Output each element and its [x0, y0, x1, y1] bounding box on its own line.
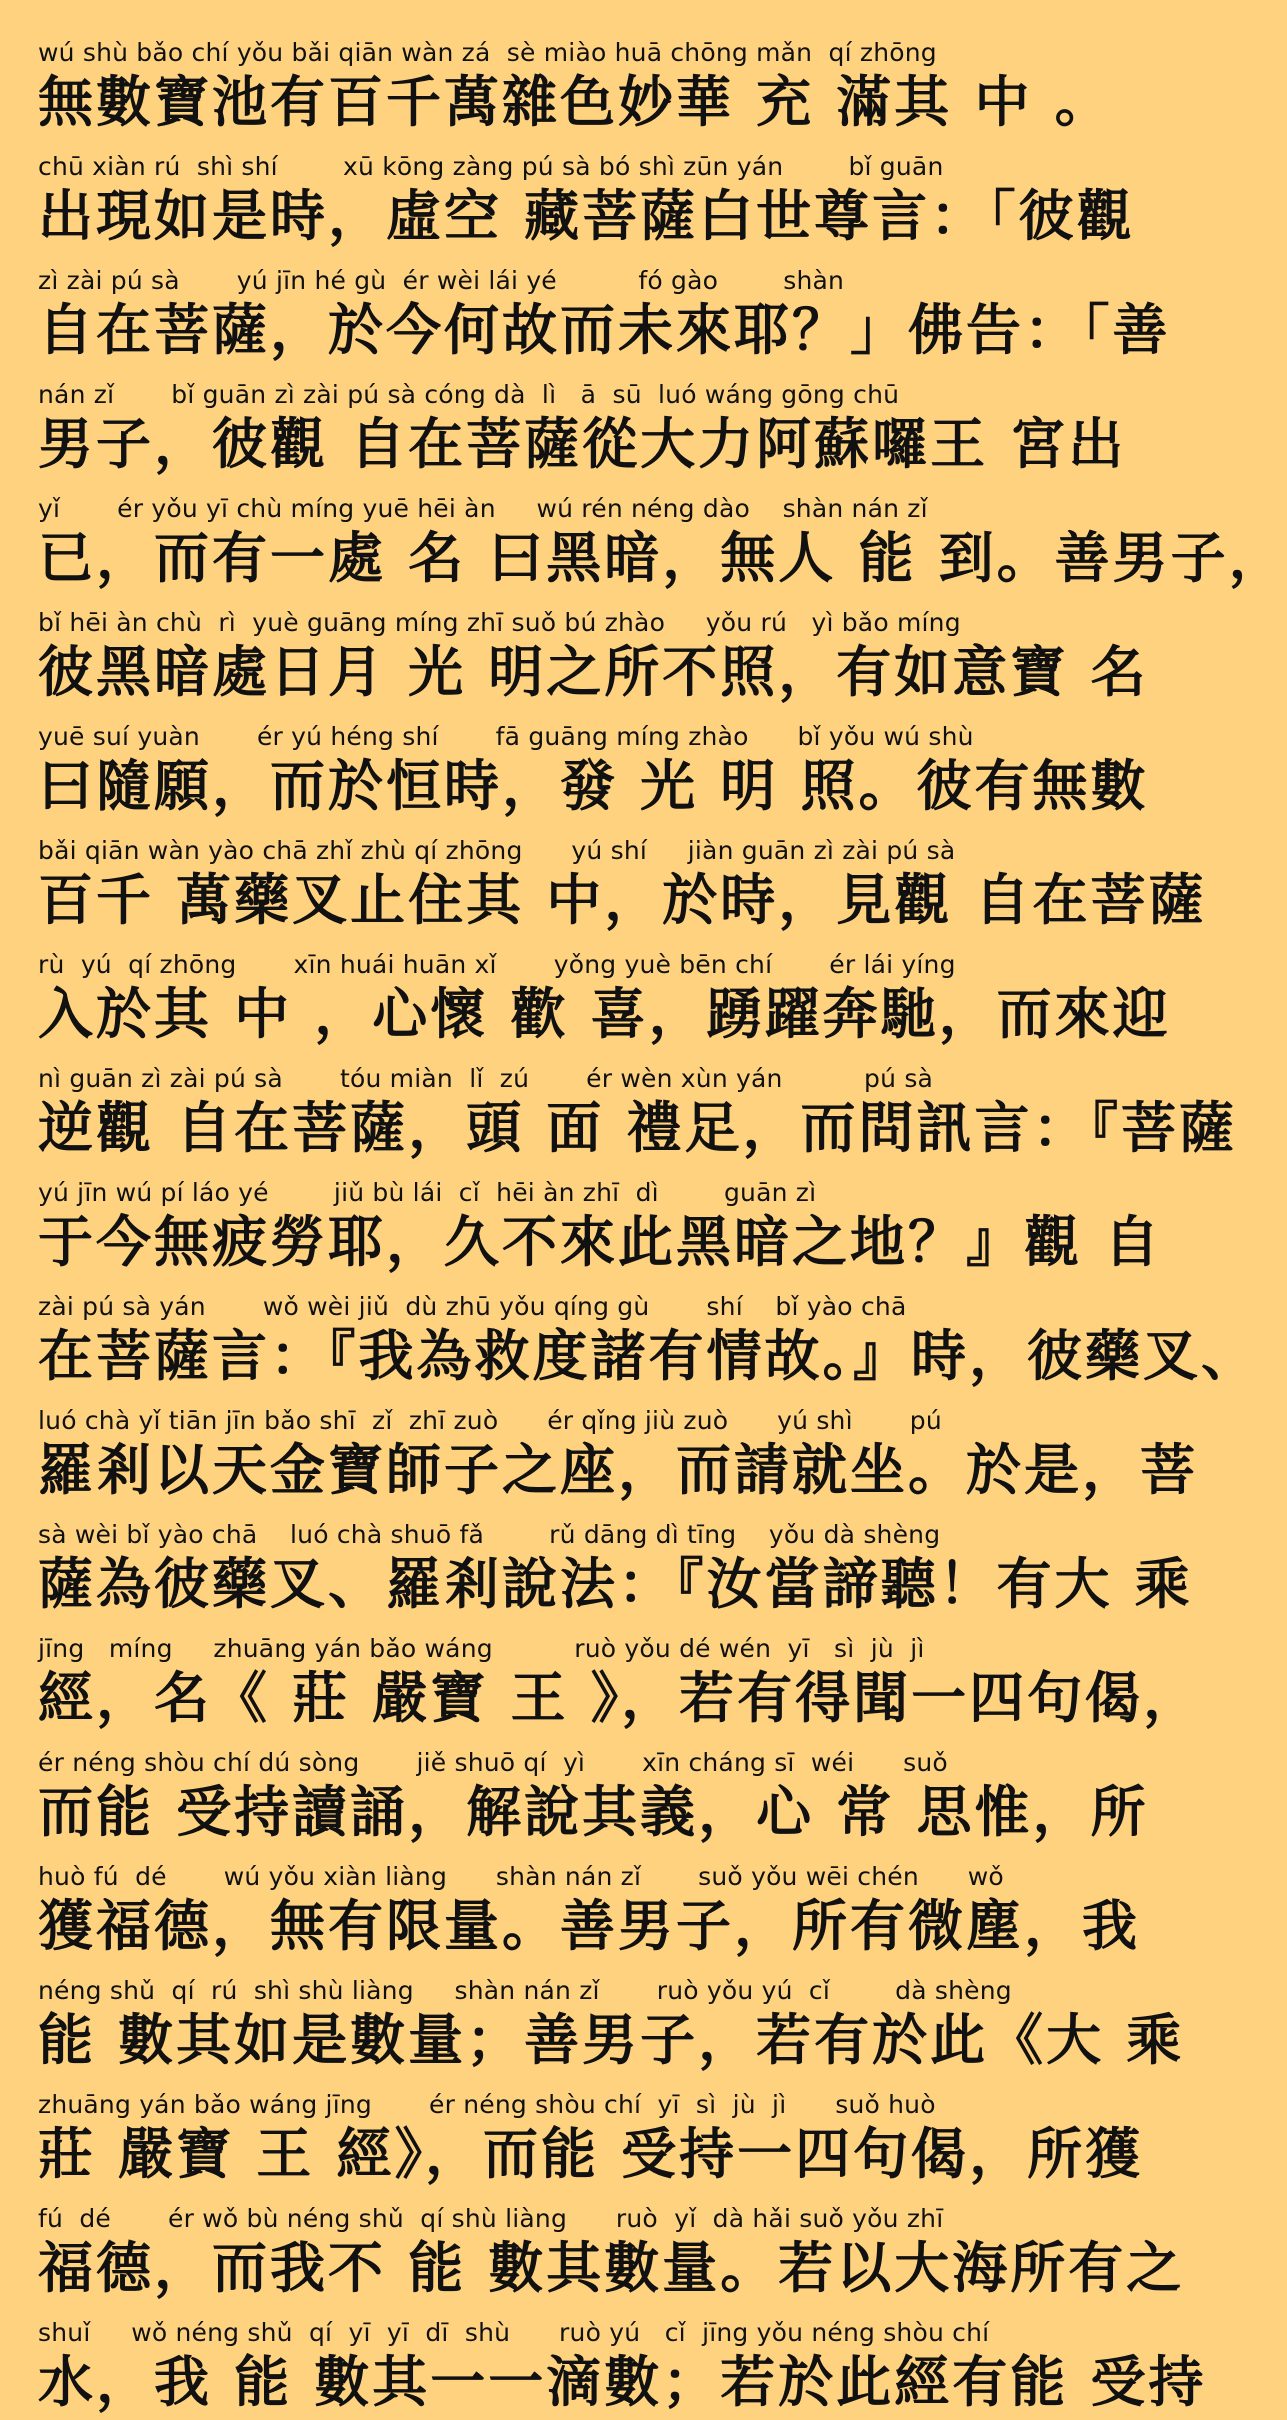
pinyin-line: ér néng shòu chí dú sòng jiě shuō qí yì xīn cháng sī wéi suǒ — [38, 1748, 948, 1777]
pinyin-line: zhuāng yán bǎo wáng jīng ér néng shòu chí yī sì jù jì suǒ huò — [38, 2090, 936, 2119]
text-line — [38, 720, 1149, 824]
pinyin-line: jīng míng zhuāng yán bǎo wáng ruò yǒu dé wén yī sì jù jì — [38, 1634, 925, 1663]
hanzi-line: 自在菩薩，於今何故而未來耶？」佛告：「善 — [38, 298, 1171, 362]
pinyin-line: chū xiàn rú shì shí xū kōng zàng pú sà bó shì zūn yán bǐ guān — [38, 152, 944, 181]
text-line — [38, 606, 1149, 710]
hanzi-line: 于今無疲勞耶，久不來此黑暗之地？』觀 自 — [38, 1210, 1163, 1274]
text-line — [38, 834, 1207, 938]
pinyin-line: bǐ hēi àn chù rì yuè guāng míng zhī suǒ bú zhào yǒu rú yì bǎo míng — [38, 608, 961, 637]
hanzi-line: 男子，彼觀 自在菩薩從大力阿蘇囉王 宮出 — [38, 412, 1127, 476]
pinyin-line: bǎi qiān wàn yào chā zhǐ zhù qí zhōng yú shí jiàn guān zì zài pú sà — [38, 836, 956, 865]
text-line — [38, 378, 1127, 482]
hanzi-line: 在菩薩言：『我為救度諸有情故。』時，彼藥叉、 — [38, 1324, 1260, 1388]
pinyin-line: luó chà yǐ tiān jīn bǎo shī zǐ zhī zuò ér qǐng jiù zuò yú shì pú — [38, 1406, 942, 1435]
text-line — [38, 1632, 1202, 1736]
hanzi-line: 莊 嚴寶 王 經》，而能 受持一四句偈，所獲 — [38, 2122, 1144, 2186]
hanzi-line: 能 數其如是數量；善男子，若有於此《大 乘 — [38, 2008, 1185, 2072]
pinyin-line: rù yú qí zhōng xīn huái huān xǐ yǒng yuè bēn chí ér lái yíng — [38, 950, 956, 979]
pinyin-line: zì zài pú sà yú jīn hé gù ér wèi lái yé fó gào shàn — [38, 266, 845, 295]
text-line — [38, 150, 1135, 254]
text-line — [38, 2202, 1185, 2306]
hanzi-line: 曰隨願，而於恒時，發 光 明 照。彼有無數 — [38, 754, 1149, 818]
hanzi-line: 而能 受持讀誦，解說其義，心 常 思惟，所 — [38, 1780, 1149, 1844]
hanzi-line: 出現如是時，虛空 藏菩薩白世尊言：「彼觀 — [38, 184, 1135, 248]
pinyin-line: wú shù bǎo chí yǒu bǎi qiān wàn zá sè miào huā chōng mǎn qí zhōng — [38, 38, 937, 67]
pinyin-line: nì guān zì zài pú sà tóu miàn lǐ zú ér wèn xùn yán pú sà — [38, 1064, 934, 1093]
pinyin-line: zài pú sà yán wǒ wèi jiǔ dù zhū yǒu qíng gù shí bǐ yào chā — [38, 1292, 907, 1321]
text-line — [38, 2316, 1207, 2420]
text-line — [38, 36, 1113, 140]
hanzi-line: 入於其 中 ，心懷 歡 喜，踴躍奔馳，而來迎 — [38, 982, 1171, 1046]
text-line — [38, 1176, 1163, 1280]
text-line — [38, 1518, 1193, 1622]
text-line — [38, 1974, 1185, 2078]
hanzi-line: 水，我 能 數其一一滴數；若於此經有能 受持 — [38, 2350, 1207, 2414]
text-line — [38, 1290, 1260, 1394]
pinyin-line: yú jīn wú pí láo yé jiǔ bù lái cǐ hēi àn zhī dì guān zì — [38, 1178, 817, 1207]
hanzi-line: 經，名《 莊 嚴寶 王 》，若有得聞一四句偈， — [38, 1666, 1202, 1730]
text-line — [38, 948, 1171, 1052]
text-line — [38, 1746, 1149, 1850]
pinyin-line: shuǐ wǒ néng shǔ qí yī yī dī shù ruò yú cǐ jīng yǒu néng shòu chí — [38, 2318, 990, 2347]
pinyin-line: fú dé ér wǒ bù néng shǔ qí shù liàng ruò yǐ dà hǎi suǒ yǒu zhī — [38, 2204, 944, 2233]
hanzi-line: 無數寶池有百千萬雜色妙華 充 滿其 中 。 — [38, 70, 1113, 134]
text-line — [38, 1062, 1237, 1166]
pinyin-line: yǐ ér yǒu yī chù míng yuē hēi àn wú rén néng dào shàn nán zǐ — [38, 494, 928, 523]
text-line — [38, 1404, 1199, 1508]
hanzi-line: 逆觀 自在菩薩，頭 面 禮足，而問訊言：『菩薩 — [38, 1096, 1237, 1160]
text-line — [38, 2088, 1144, 2192]
hanzi-line: 薩為彼藥叉、羅剎說法：『汝當諦聽！有大 乘 — [38, 1552, 1193, 1616]
pinyin-line: huò fú dé wú yǒu xiàn liàng shàn nán zǐ suǒ yǒu wēi chén wǒ — [38, 1862, 1004, 1891]
hanzi-line: 福德，而我不 能 數其數量。若以大海所有之 — [38, 2236, 1185, 2300]
pinyin-line: nán zǐ bǐ guān zì zài pú sà cóng dà lì ā sū luó wáng gōng chū — [38, 380, 900, 409]
hanzi-line: 獲福德，無有限量。善男子，所有微塵，我 — [38, 1894, 1141, 1958]
hanzi-line: 羅剎以天金寶師子之座，而請就坐。於是，菩 — [38, 1438, 1199, 1502]
hanzi-line: 百千 萬藥叉止住其 中，於時，見觀 自在菩薩 — [38, 868, 1207, 932]
pinyin-line: néng shǔ qí rú shì shù liàng shàn nán zǐ ruò yǒu yú cǐ dà shèng — [38, 1976, 1012, 2005]
text-line — [38, 492, 1287, 596]
pinyin-line: sà wèi bǐ yào chā luó chà shuō fǎ rǔ dāng dì tīng yǒu dà shèng — [38, 1520, 941, 1549]
pinyin-line: yuē suí yuàn ér yú héng shí fā guāng míng zhào bǐ yǒu wú shù — [38, 722, 974, 751]
hanzi-line: 彼黑暗處日月 光 明之所不照，有如意寶 名 — [38, 640, 1149, 704]
text-line — [38, 1860, 1141, 1964]
text-line — [38, 264, 1171, 368]
hanzi-line: 已，而有一處 名 曰黑暗，無人 能 到。善男子， — [38, 526, 1287, 590]
